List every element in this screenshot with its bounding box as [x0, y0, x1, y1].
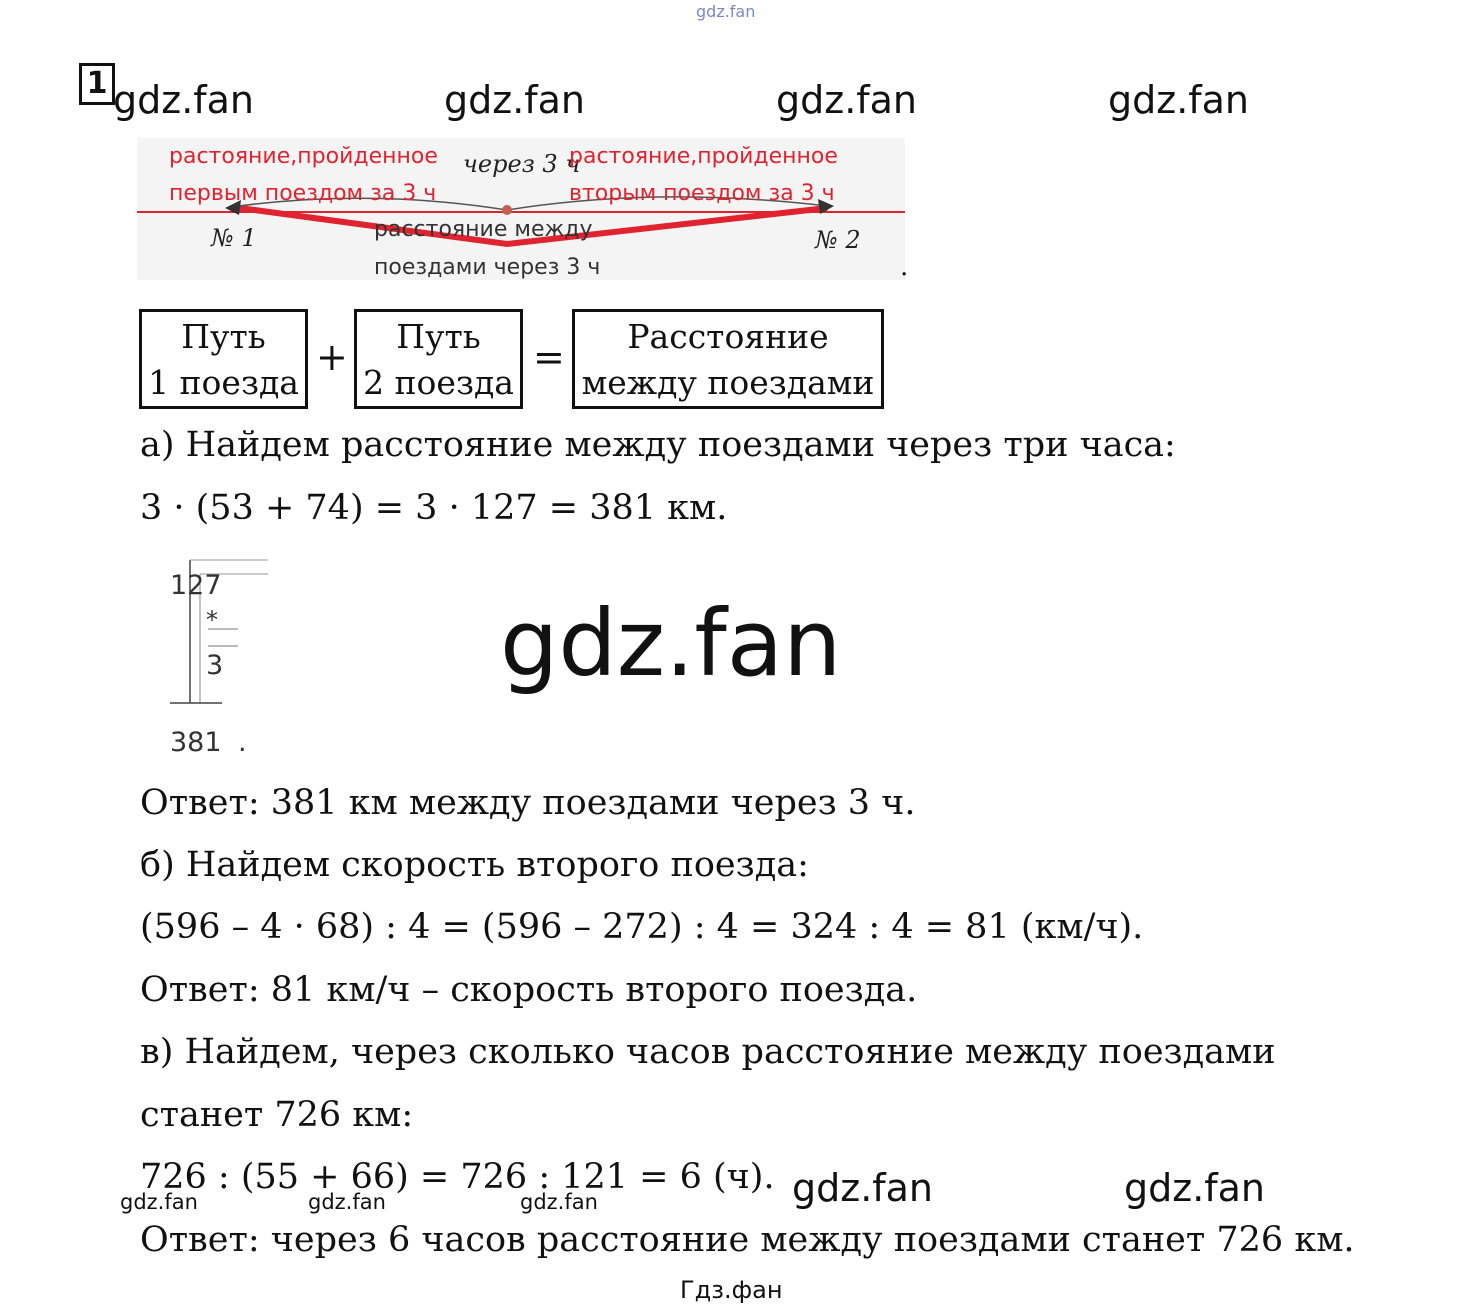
box1-line2: 1 поезда	[148, 363, 299, 402]
part-b-title: б) Найдем скорость второго поезда:	[140, 845, 809, 885]
watermark-bottom: Гдз.фан	[680, 1276, 783, 1304]
calc-sign: *	[206, 606, 218, 634]
box2-line1: Путь	[396, 317, 481, 356]
calc-multiplier: 3	[206, 650, 224, 681]
watermark-row-3: gdz.fan	[776, 78, 918, 122]
calc-multiplicand: 127	[170, 570, 222, 601]
calc-period: .	[238, 727, 247, 758]
part-c-answer: Ответ: через 6 часов расстояние между поездами станет 726 км.	[140, 1220, 1355, 1260]
watermark-small-1: gdz.fan	[120, 1190, 198, 1214]
watermark-mid-1: gdz.fan	[792, 1166, 934, 1210]
scheme-left-label-1: растояние,пройденное	[169, 144, 438, 169]
calc-result: 381	[170, 727, 222, 758]
watermark-row-2: gdz.fan	[444, 78, 586, 122]
watermark-row-1: gdz.fan	[113, 78, 255, 122]
watermark-row-4: gdz.fan	[1108, 78, 1250, 122]
train-1-label: № 1	[211, 224, 257, 252]
scheme-period: .	[900, 252, 909, 282]
scheme-right-label-2: вторым поездом за 3 ч	[569, 181, 835, 206]
box2-line2: 2 поезда	[363, 363, 514, 402]
path-train-2-box	[354, 309, 523, 409]
part-c-title: в) Найдем, через сколько часов расстояние между поездами	[140, 1032, 1276, 1072]
plus-sign: +	[316, 335, 348, 379]
part-b-answer: Ответ: 81 км/ч – скорость второго поезда.	[140, 970, 918, 1010]
trains-scheme	[137, 138, 905, 280]
box1-line1: Путь	[181, 317, 266, 356]
watermark-big: gdz.fan	[500, 590, 842, 697]
part-c-expression: 726 : (55 + 66) = 726 : 121 = 6 (ч).	[140, 1157, 775, 1197]
scheme-top-label: через 3 ч	[463, 150, 581, 178]
scheme-left-label-2: первым поездом за 3 ч	[169, 181, 437, 206]
box3-line2: между поездами	[581, 363, 875, 402]
part-b-expression: (596 – 4 · 68) : 4 = (596 – 272) : 4 = 324 : 4 = 81 (км/ч).	[140, 907, 1144, 947]
scheme-center-label-2: поездами через 3 ч	[374, 255, 601, 280]
task-number: 1	[79, 63, 115, 105]
equals-sign: =	[533, 335, 565, 379]
path-train-1-box	[139, 309, 308, 409]
part-c-title-2: станет 726 км:	[140, 1095, 414, 1135]
train-2-label: № 2	[815, 226, 861, 254]
watermark-small-2: gdz.fan	[308, 1190, 386, 1214]
watermark-mid-2: gdz.fan	[1124, 1166, 1266, 1210]
watermark-small-3: gdz.fan	[520, 1190, 598, 1214]
watermark-top: gdz.fan	[696, 2, 756, 21]
part-a-answer: Ответ: 381 км между поездами через 3 ч.	[140, 783, 916, 823]
scheme-right-label-1: растояние,пройденное	[569, 144, 838, 169]
distance-box	[572, 309, 884, 409]
box3-line1: Расстояние	[627, 317, 829, 356]
scheme-center-label-1: расстояние между	[374, 217, 593, 242]
part-a-title: а) Найдем расстояние между поездами через три часа:	[140, 425, 1176, 465]
part-a-expression: 3 · (53 + 74) = 3 · 127 = 381 км.	[140, 488, 728, 528]
